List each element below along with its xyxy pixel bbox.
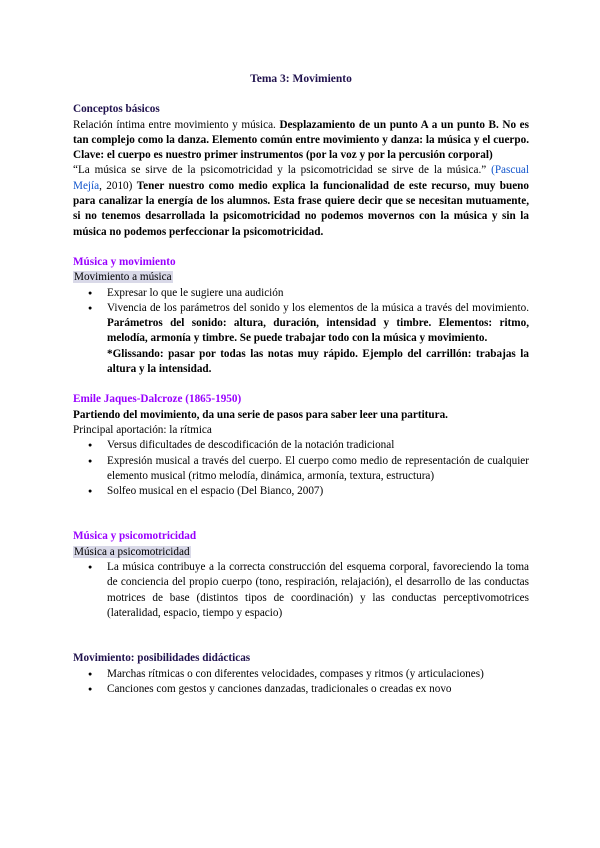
bold-line: Partiendo del movimiento, da una serie de pasos para saber leer una partitura.	[73, 408, 448, 421]
section-heading: Música y movimiento	[73, 255, 176, 268]
text-bold: Parámetros del sonido: altura, duración, intensidad y timbre. Elementos: ritmo, melodía, armonía y timbre. Se puede trabajar todo con la música y movimiento.	[107, 317, 529, 345]
section-heading: Música y psicomotricidad	[73, 530, 197, 543]
paragraph	[73, 118, 529, 164]
section-conceptos-basicos	[73, 102, 529, 240]
bullet-list	[73, 560, 529, 621]
list-item: ● La música contribuye a la correcta construcción del esquema corporal, favoreciendo la toma de conciencia del propio cuerpo (tono, respiración, relajación), el desarrollo de las conductas motrices de base (distintos tipos de coordinación) y las conductas perceptivomotrices (lateralidad, espacio, tiempo y espacio)	[107, 560, 529, 621]
bullet-list	[73, 667, 529, 698]
list-item: ● Canciones com gestos y canciones danzadas, tradicionales o creadas ex novo	[107, 682, 529, 697]
section-heading: Conceptos básicos	[73, 103, 160, 116]
page-title: Tema 3: Movimiento	[250, 73, 352, 85]
section-dalcroze	[73, 392, 529, 499]
section-posibilidades-didacticas	[73, 651, 529, 697]
subheading-highlight: Movimiento a música	[74, 271, 172, 284]
subheading	[73, 270, 529, 285]
paragraph: Principal aportación: la rítmica	[73, 423, 212, 436]
citation-link[interactable]: (Pascual Mejía	[73, 164, 529, 192]
paragraph	[73, 163, 529, 239]
list-item: ● Expresar lo que le sugiere una audición	[107, 286, 529, 301]
list-item: ● Expresión musical a través del cuerpo. El cuerpo como medio de representación de cualquier elemento musical (ritmo melodía, dinámica, armonía, textura, estructura)	[107, 454, 529, 485]
subheading-highlight: Música a psicomotricidad	[74, 545, 190, 558]
bullet-list	[73, 286, 529, 347]
text-bold: Desplazamiento de un punto A a un punto B. No es tan complejo como la danza. Elemento común entre movimiento y danza: la música y el cuerpo. Clave: el cuerpo es nuestro primer instrumentos (por la voz y por la percusión corporal)	[73, 118, 529, 162]
list-item: ● Solfeo musical en el espacio (Del Bianco, 2007)	[107, 484, 529, 499]
text-normal: Vivencia de los parámetros del sonido y los elementos de la música a través del movimiento.	[107, 301, 529, 314]
section-heading: Emile Jaques-Dalcroze (1865-1950)	[73, 393, 242, 406]
text-normal: Relación íntima entre movimiento y música.	[73, 118, 280, 131]
document-page	[73, 72, 529, 697]
subheading	[73, 545, 529, 560]
list-item	[107, 301, 529, 347]
section-musica-movimiento	[73, 255, 529, 377]
list-item: ● Versus dificultades de descodificación de la notación tradicional	[107, 438, 529, 453]
text-bold: Tener nuestro como medio explica la funcionalidad de este recurso, muy bueno para canalizar la energía de los alumnos. Esta frase quiere decir que se necesitan mutuamente, si no tenemos desarrollada la psicomotricidad no podemos movernos con la música y sin la música no podemos perfeccionar la psicomotricidad.	[73, 179, 529, 238]
bullet-list	[73, 438, 529, 499]
glissando-note: *Glissando: pasar por todas las notas muy rápido. Ejemplo del carrillón: trabajas la altura y la intensidad.	[107, 347, 529, 376]
citation-year: , 2010)	[99, 179, 137, 192]
list-item: ● Marchas rítmicas o con diferentes velocidades, compases y ritmos (y articulaciones)	[107, 667, 529, 682]
quote-text: “La música se sirve de la psicomotricidad y la psicomotricidad se sirve de la música.”	[73, 164, 492, 177]
section-musica-psicomotricidad	[73, 529, 529, 621]
section-heading: Movimiento: posibilidades didácticas	[73, 652, 251, 665]
